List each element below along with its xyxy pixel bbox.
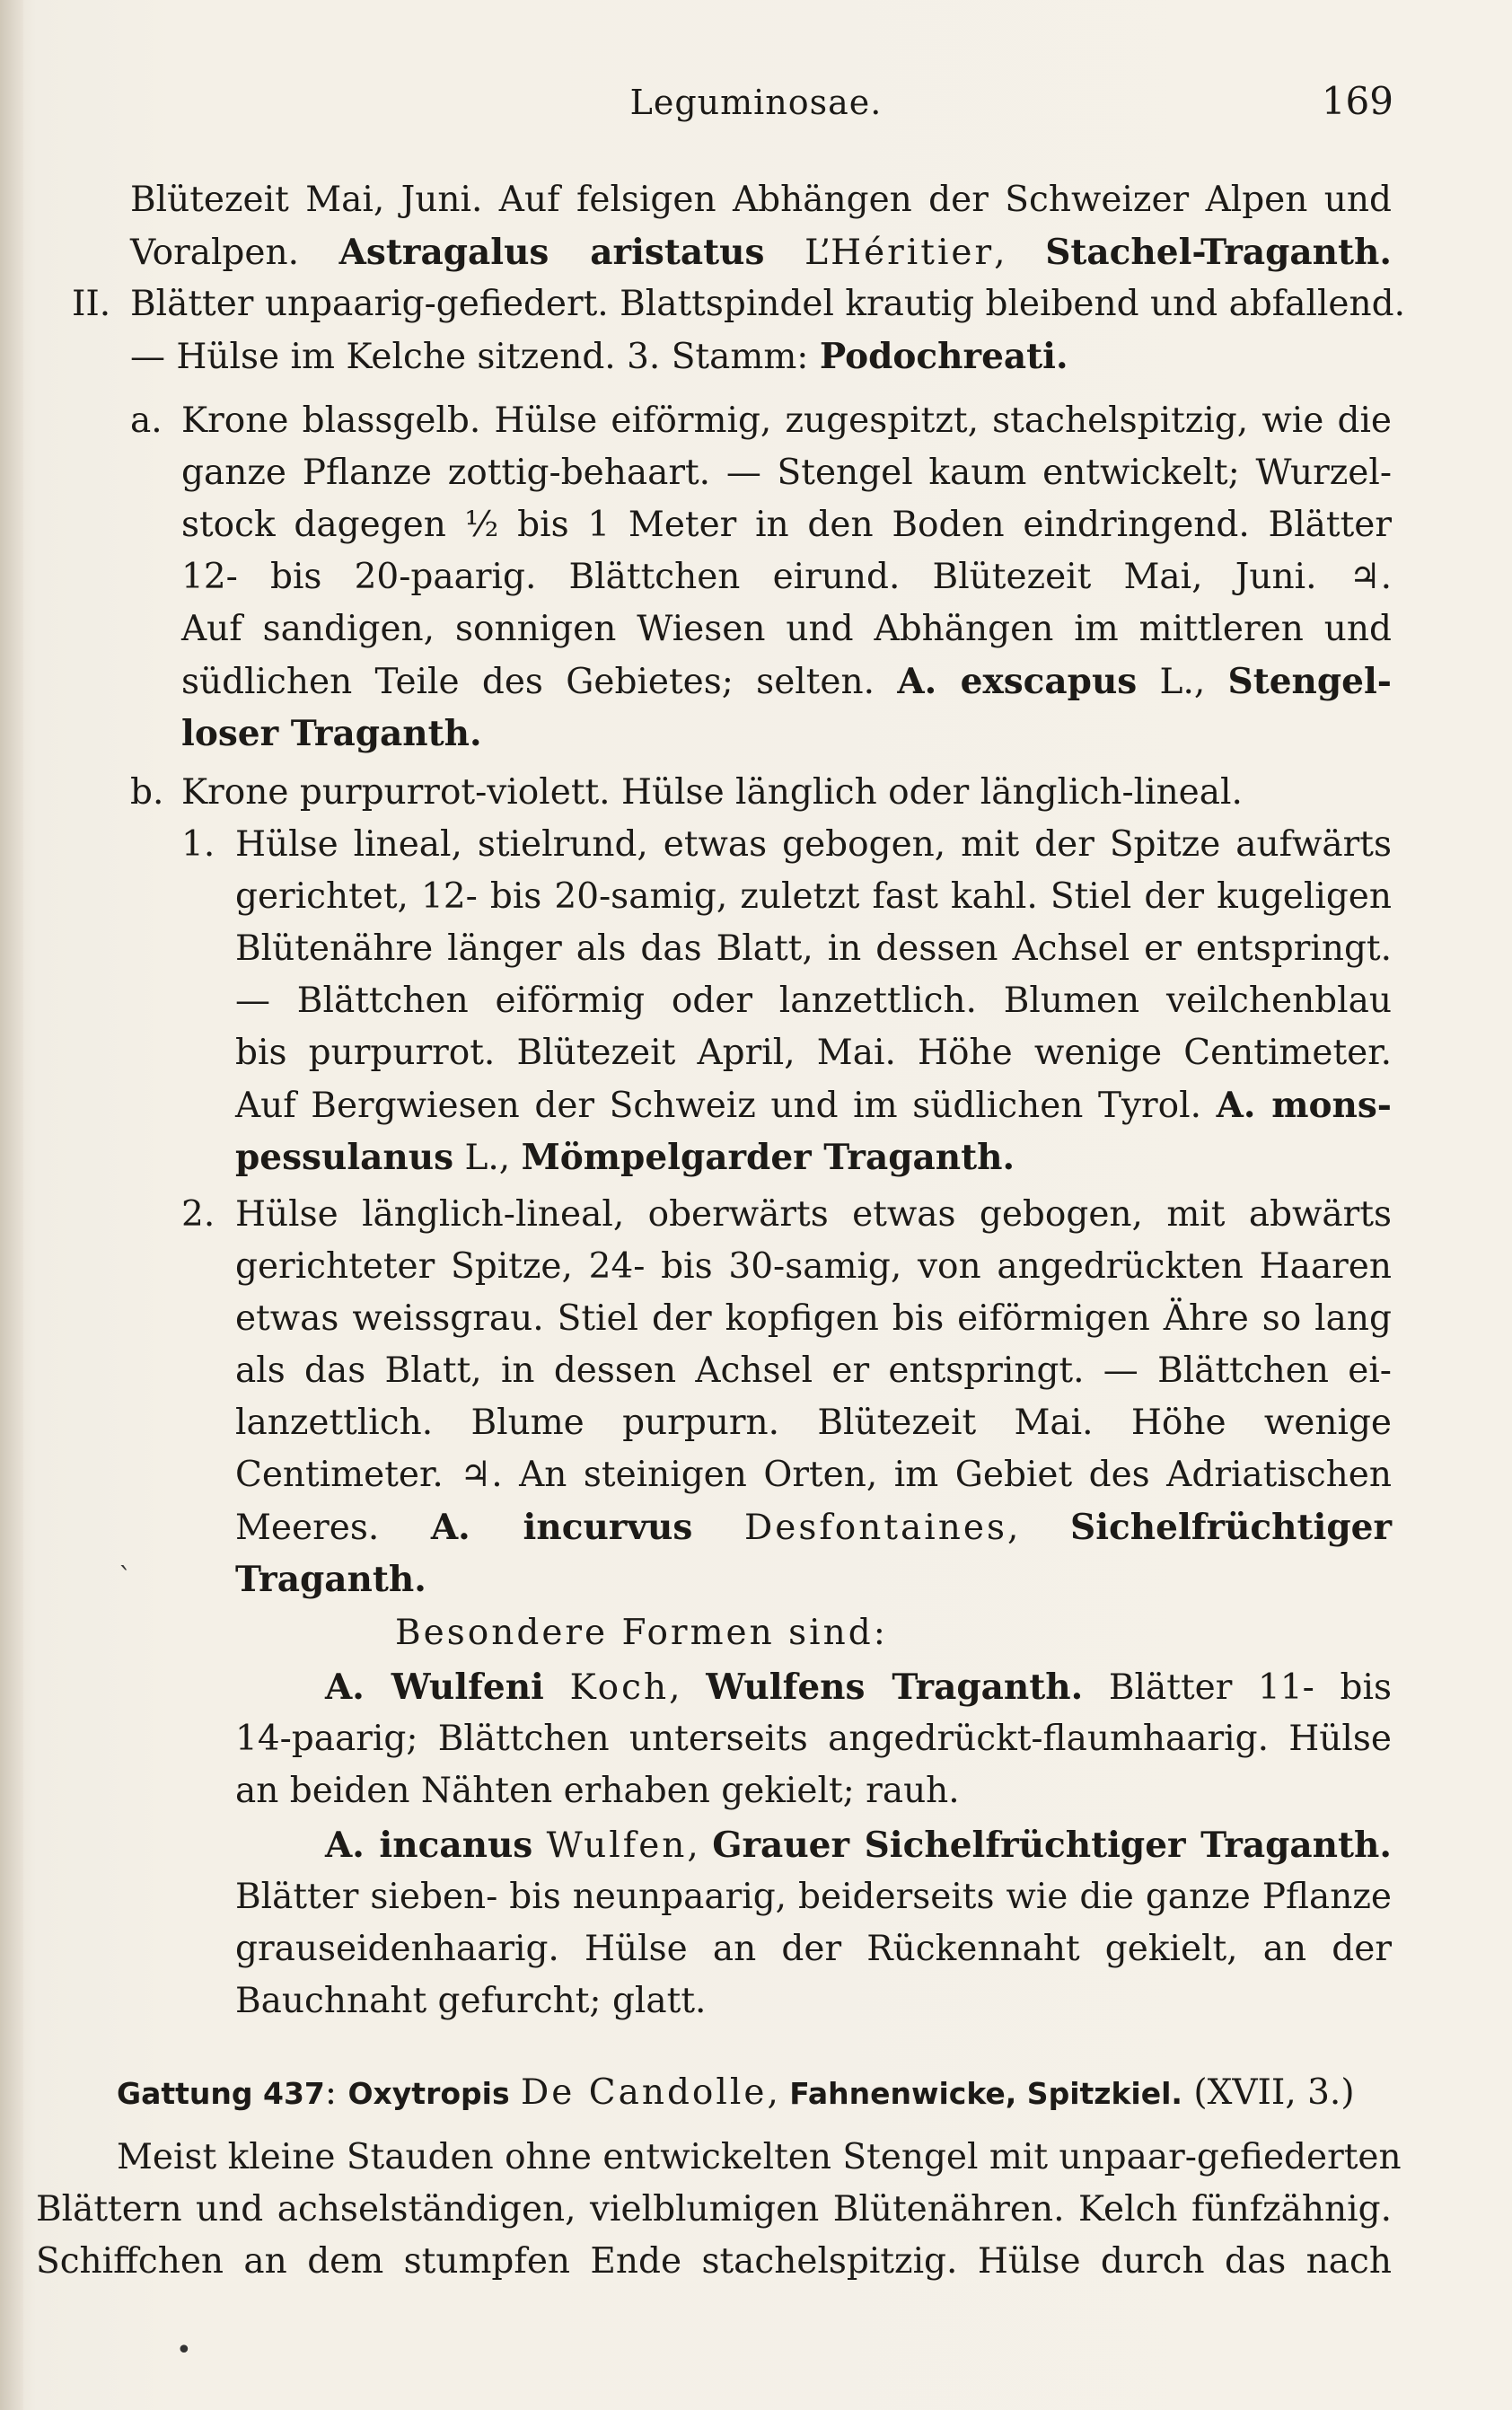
text-line: Blätter unpaarig-gefiedert. Blattspindel krautig bleibend und abfallend. — [130, 284, 1405, 324]
genus-common-name: Fahnenwicke, Spitzkiel. — [789, 2076, 1182, 2111]
text-line: Hülse lineal, stielrund, etwas gebogen, mit der Spitze aufwärts — [235, 824, 1392, 865]
text-line: ganze Pflanze zottig-behaart. — Stengel kaum entwickelt; Wurzel- — [181, 453, 1392, 493]
text-line: südlichen Teile des Gebietes; selten. A. exscapus L., Stengel- — [181, 661, 1392, 702]
text-line: als das Blatt, in dessen Achsel er entspringt. — Blättchen ei- — [235, 1350, 1392, 1391]
text-line: Auf sandigen, sonnigen Wiesen und Abhängen im mittleren und — [181, 609, 1392, 649]
author-name: Desfontaines — [743, 1508, 1007, 1548]
page-gutter-shadow — [0, 0, 23, 2410]
text-line: Voralpen. Astragalus aristatus L’Héritier, Stachel-Traganth. — [130, 232, 1392, 273]
text-line: Krone blassgelb. Hülse eiförmig, zugespitzt, stachelspitzig, wie die — [181, 400, 1392, 441]
text-line: Besondere Formen sind: — [395, 1613, 888, 1653]
species-name: Astragalus aristatus — [338, 232, 765, 273]
text-line: bis purpurrot. Blütezeit April, Mai. Höhe wenige Centimeter. — [235, 1033, 1392, 1073]
page-number: 169 — [1321, 79, 1393, 123]
species-name: A. Wulfeni — [325, 1667, 544, 1708]
species-name: pessulanus — [235, 1137, 454, 1178]
section-name: Podochreati. — [819, 336, 1068, 377]
text-line: gerichteter Spitze, 24- bis 30-samig, von angedrückten Haaren — [235, 1246, 1392, 1287]
text-line: an beiden Nähten erhaben gekielt; rauh. — [235, 1771, 960, 1811]
common-name: loser Traganth. — [181, 713, 482, 754]
text-line: — Hülse im Kelche sitzend. 3. Stamm: Podochreati. — [130, 336, 1068, 377]
list-marker: b. — [130, 772, 164, 813]
text-line: Centimeter. ♃. An steinigen Orten, im Gebiet des Adriatischen — [235, 1455, 1392, 1495]
common-name: Stachel-Traganth. — [1045, 232, 1392, 273]
running-header: Leguminosae. — [629, 83, 883, 122]
author-name: Héritier — [831, 233, 995, 273]
text-line: grauseidenhaarig. Hülse an der Rückennaht gekielt, an der — [235, 1929, 1392, 1969]
text-line: Schiffchen an dem stumpfen Ende stachelspitzig. Hülse durch das nach — [36, 2241, 1392, 2282]
text-line: Blätter sieben- bis neunpaarig, beiderseits wie die ganze Pflanze — [235, 1877, 1392, 1917]
common-name: Sichelfrüchtiger — [1070, 1507, 1392, 1548]
stray-ink-mark: ˋ — [119, 1562, 132, 1594]
text-line: etwas weissgrau. Stiel der kopfigen bis eiförmigen Ähre so lang — [235, 1298, 1392, 1339]
text-line: gerichtet, 12- bis 20-samig, zuletzt fast kahl. Stiel der kugeligen — [235, 876, 1392, 917]
text-line: A. incanus Wulfen, Grauer Sichelfrüchtiger Traganth. — [325, 1825, 1392, 1866]
text-line: lanzettlich. Blume purpurn. Blütezeit Mai. Höhe wenige — [235, 1403, 1392, 1443]
text-line: stock dagegen ½ bis 1 Meter in den Boden eindringend. Blätter — [181, 505, 1392, 545]
text-line: Hülse länglich-lineal, oberwärts etwas gebogen, mit abwärts — [235, 1194, 1392, 1235]
text-line: A. Wulfeni Koch, Wulfens Traganth. Blätter 11- bis — [325, 1667, 1392, 1708]
stray-ink-dot: • — [176, 2335, 192, 2366]
genus-name: Oxytropis — [347, 2076, 510, 2111]
common-name: Mömpelgarder Traganth. — [521, 1137, 1015, 1178]
text-line: Bauchnaht gefurcht; glatt. — [235, 1981, 707, 2021]
author-name: Koch — [569, 1667, 670, 1708]
text-line: Blütenähre länger als das Blatt, in dessen Achsel er entspringt. — [235, 928, 1392, 969]
text-line: 14-paarig; Blättchen unterseits angedrückt-flaumhaarig. Hülse — [235, 1719, 1392, 1759]
author-name: Wulfen — [546, 1825, 688, 1866]
list-marker: 1. — [181, 824, 215, 865]
text-line: Blütezeit Mai, Juni. Auf felsigen Abhängen der Schweizer Alpen und — [130, 180, 1392, 220]
common-name: Traganth. — [235, 1559, 426, 1600]
species-name: A. mons- — [1216, 1085, 1392, 1126]
species-name: A. exscapus — [897, 661, 1138, 702]
text-line: Blättern und achselständigen, vielblumigen Blütenähren. Kelch fünfzähnig. — [36, 2189, 1392, 2230]
species-name: A. incanus — [325, 1825, 533, 1866]
text-line: Auf Bergwiesen der Schweiz und im südlichen Tyrol. A. mons- — [235, 1085, 1392, 1126]
author-name: De Candolle — [521, 2072, 768, 2113]
text-line: 12- bis 20-paarig. Blättchen eirund. Blütezeit Mai, Juni. ♃. — [181, 557, 1392, 597]
text-line: — Blättchen eiförmig oder lanzettlich. Blumen veilchenblau — [235, 981, 1392, 1021]
text-line: Meist kleine Stauden ohne entwickelten Stengel mit unpaar-gefiederten — [117, 2137, 1402, 2177]
list-marker: II. — [72, 284, 111, 324]
common-name: Wulfens Traganth. — [706, 1667, 1084, 1708]
genus-heading: Gattung 437: Oxytropis De Candolle, Fahnenwicke, Spitzkiel. (XVII, 3.) — [117, 2072, 1355, 2113]
species-name: A. incurvus — [430, 1507, 693, 1548]
common-name: Stengel- — [1227, 661, 1392, 702]
text-line: pessulanus L., Mömpelgarder Traganth. — [235, 1137, 1015, 1178]
list-marker: a. — [130, 400, 163, 441]
list-marker: 2. — [181, 1194, 215, 1235]
genus-number: Gattung 437 — [117, 2076, 325, 2111]
text-line: Meeres. A. incurvus Desfontaines, Sichelfrüchtiger — [235, 1507, 1392, 1548]
text-line: Krone purpurrot-violett. Hülse länglich oder länglich-lineal. — [181, 772, 1243, 813]
common-name: Grauer Sichelfrüchtiger Traganth. — [712, 1825, 1392, 1866]
